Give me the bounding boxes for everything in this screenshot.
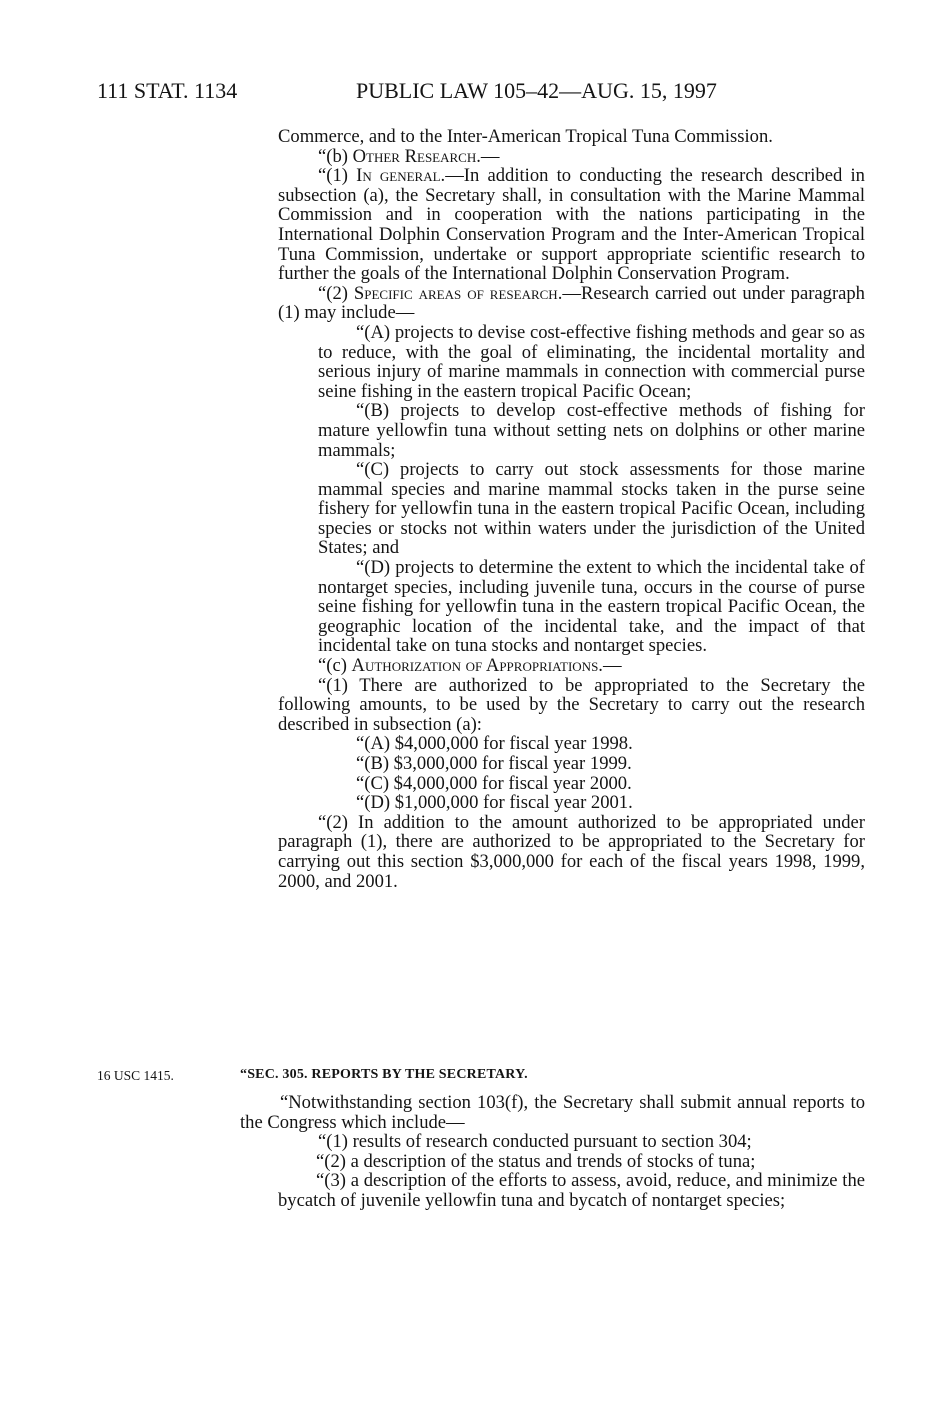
subsection-b-title: Other Research. [352,145,481,167]
subparagraph-b2-d: “(D) projects to determine the extent to which the incidental take of nontarget species, including juvenile tuna, occurs in the course of purse seine fishing for yellowfin tuna in the eastern tropical Pacific Ocean, the geographic location of the incidental take, and the impact of that incidental take on tuna stocks and nontarget species. [318,557,865,657]
paragraph-b2-open: “(2) [318,282,354,304]
amount-line: “(B) $3,000,000 for fiscal year 1999. [356,753,632,774]
section-305-text [240,1093,865,1211]
subsection-c-heading [278,656,865,676]
paragraph-b1-text: —In addition to conducting the research described in subsection (a), the Secretary shall, in consultation with the Marine Mammal Commission and in cooperation with the nations participating in the International Dolphin Conservation Program and the Inter-American Tropical Tuna Commission, undertake or support appropriate scientific research to further the goals of the International Dolphin Conservation Program. [278,165,865,285]
paragraph-b1-title: In general. [356,165,446,187]
statute-reference: 111 STAT. 1134 [97,78,238,103]
subsection-c-dash: — [602,655,622,677]
paragraph-b2-text: —Research carried out under paragraph (1) may include— [278,282,865,324]
section-304-text [278,127,865,891]
amount-line: “(A) $4,000,000 for fiscal year 1998. [356,733,633,755]
amount-line: “(D) $1,000,000 for fiscal year 2001. [356,792,633,814]
subsection-b-heading [278,147,865,167]
paragraph-b2 [278,284,865,323]
report-item: “(2) a description of the status and trends of stocks of tuna; [316,1150,756,1172]
paragraph-b1-open: “(1) [318,165,357,187]
subparagraph-b2-c: “(C) projects to carry out stock assessments for those marine mammal species and marine mammal stocks taken in the purse seine fishery for yellowfin tuna in the eastern tropical Pacific Ocean, including species or stocks not within waters under the jurisdiction of the United States; and [318,459,865,559]
paragraph-c1: “(1) There are authorized to be appropriated to the Secretary the following amounts, to be used by the Secretary to carry out the research described in subsection (a): [278,674,865,735]
subsection-c-open: “(c) [318,655,352,677]
continuation-paragraph: Commerce, and to the Inter-American Tropical Tuna Commission. [278,126,773,147]
usc-margin-note: 16 USC 1415. [97,1068,174,1083]
section-305-heading: “SEC. 305. REPORTS BY THE SECRETARY. [240,1067,528,1082]
subparagraph-b2-a: “(A) projects to devise cost-effective fishing methods and gear so as to reduce, with the goal of eliminating, the incidental mortality and serious injury of marine mammals in connection with commercial purse seine fishing in the eastern tropical Pacific Ocean; [318,321,865,402]
report-item: “(3) a description of the efforts to assess, avoid, reduce, and minimize the bycatch of juvenile yellowfin tuna and bycatch of nontarget species; [278,1170,865,1211]
section-305-intro: “Notwithstanding section 103(f), the Secretary shall submit annual reports to the Congress which include— [240,1092,865,1133]
subsection-b-dash: — [480,145,500,167]
subsection-c-title: Authorization of Appropriations. [351,655,603,677]
amount-line: “(C) $4,000,000 for fiscal year 2000. [356,772,632,794]
public-law-reference: PUBLIC LAW 105–42—AUG. 15, 1997 [356,78,717,103]
report-item: “(1) results of research conducted pursuant to section 304; [318,1131,752,1153]
subparagraph-b2-b: “(B) projects to develop cost-effective methods of fishing for mature yellowfin tuna without setting nets on dolphins or other marine mammals; [318,400,865,461]
paragraph-b1 [278,166,865,284]
paragraph-b2-title: Specific areas of research. [353,282,563,304]
subsection-b-open: “(b) [318,145,353,167]
paragraph-c2: “(2) In addition to the amount authorized to be appropriated under paragraph (1), there are authorized to be appropriated to the Secretary for carrying out this section $3,000,000 for each of the fiscal years 1998, 1999, 2000, and 2001. [278,811,865,892]
